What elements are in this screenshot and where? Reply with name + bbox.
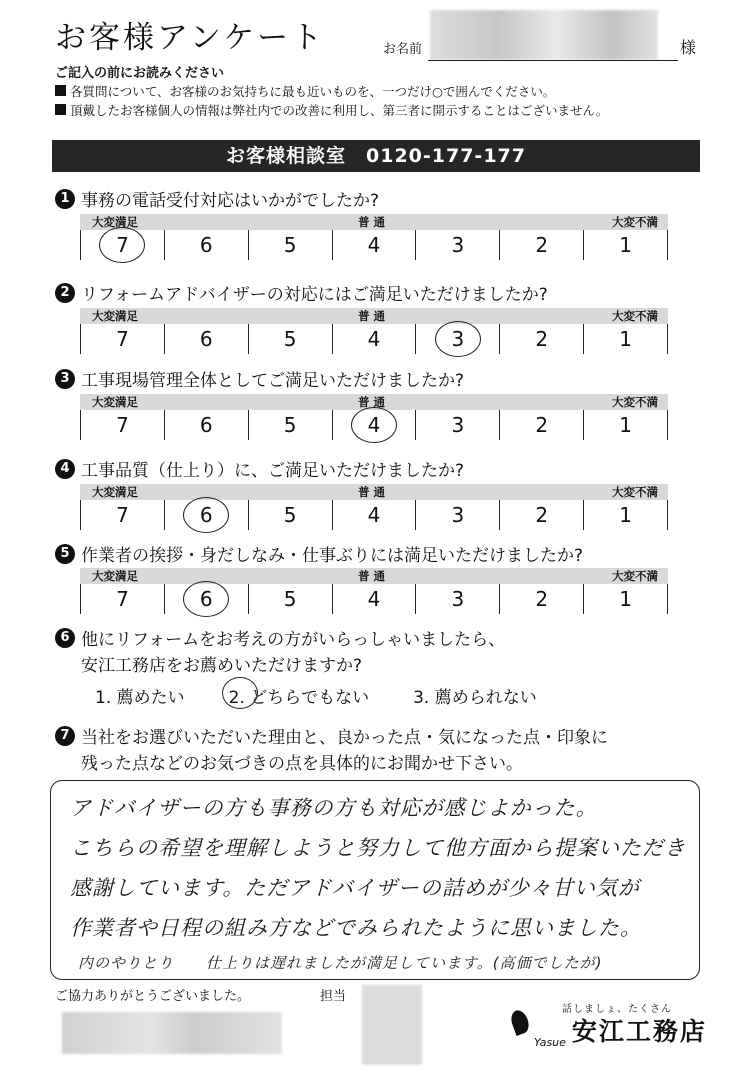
rating-option-6[interactable]: 6 [164, 410, 248, 440]
question-2 [55, 280, 548, 305]
rating-option-7[interactable]: 7 [80, 584, 164, 614]
question-number-icon: 3 [55, 369, 75, 389]
rating-option-2[interactable]: 2 [499, 584, 583, 614]
scale-label-neutral: 普 通 [358, 215, 386, 229]
option-recommend[interactable] [95, 683, 185, 708]
question-number-icon: 5 [55, 544, 75, 564]
rating-option-5[interactable]: 5 [248, 500, 332, 530]
rating-option-6[interactable]: 6 [164, 230, 248, 260]
rating-option-2[interactable]: 2 [499, 500, 583, 530]
rating-option-4[interactable]: 4 [332, 584, 416, 614]
option-not-recommend[interactable] [413, 683, 537, 708]
scale-label-neutral: 普 通 [358, 395, 386, 409]
note-text: 各質問について、お客様のお気持ちに最も近いものを、一つだけ○で囲んでください。 [70, 84, 556, 99]
rating-option-4[interactable]: 4 [332, 230, 416, 260]
rating-option-5[interactable]: 5 [248, 230, 332, 260]
intro-heading: ご記入の前にお読みください [55, 66, 225, 81]
rating-scale-1 [80, 214, 668, 264]
option-neutral[interactable] [229, 683, 369, 708]
rating-option-7[interactable]: 7 [80, 230, 164, 260]
staff-label: 担当 [320, 989, 347, 1004]
rating-option-4[interactable]: 4 [332, 324, 416, 354]
rating-option-7[interactable]: 7 [80, 324, 164, 354]
handwritten-line: 作業者や日程の組み方などでみられたように思いました。 [70, 916, 642, 940]
rating-option-1[interactable]: 1 [583, 324, 668, 354]
rating-option-6[interactable]: 6 [164, 500, 248, 530]
handwritten-line: こちらの希望を理解しようと努力して他方面から提案いただき [70, 836, 686, 860]
question-number-icon: 2 [55, 283, 75, 303]
note-item [55, 82, 555, 100]
note-text: 頂戴したお客様個人の情報は弊社内での改善に利用し、第三者に開示することはございません。 [70, 103, 609, 118]
question-5 [55, 541, 583, 566]
square-bullet-icon [55, 85, 66, 96]
staff-redacted [362, 985, 422, 1065]
rating-option-6[interactable]: 6 [164, 584, 248, 614]
scale-label-very-satisfied: 大変満足 [92, 215, 138, 229]
question-text: 事務の電話受付対応はいかがでしたか? [81, 191, 380, 211]
option-label: 2. どちらでもない [228, 688, 370, 708]
question-number-icon: 4 [55, 459, 75, 479]
option-label: 1. 薦めたい [95, 688, 185, 708]
answer-circle [222, 677, 258, 709]
rating-option-5[interactable]: 5 [248, 324, 332, 354]
name-field[interactable] [428, 60, 678, 61]
question-number-icon: 1 [55, 189, 75, 209]
scale-label-very-dissatisfied: 大変不満 [612, 215, 658, 229]
leaf-icon [508, 1008, 531, 1036]
scale-label-very-satisfied: 大変満足 [92, 569, 138, 583]
rating-option-7[interactable]: 7 [80, 500, 164, 530]
rating-scale-5 [80, 568, 668, 618]
question-number-icon: 7 [55, 726, 75, 746]
question-text: 当社をお選びいただいた理由と、良かった点・気になった点・印象に [81, 728, 608, 748]
question-3 [55, 366, 464, 391]
thank-you-text: ご協力ありがとうございました。 [55, 989, 251, 1004]
question-text: 作業者の挨拶・身だしなみ・仕事ぶりには満足いただけましたか? [81, 546, 584, 566]
scale-label-neutral: 普 通 [358, 485, 386, 499]
scale-label-very-satisfied: 大変満足 [92, 485, 138, 499]
rating-option-3[interactable]: 3 [415, 584, 499, 614]
company-slogan: 話しましょ、たくさん [562, 1004, 672, 1015]
handwritten-line: 内のやりとり 仕上りは遅れましたが満足しています。(高価でしたが) [78, 954, 603, 972]
rating-option-2[interactable]: 2 [499, 324, 583, 354]
rating-option-5[interactable]: 5 [248, 584, 332, 614]
rating-option-3[interactable]: 3 [415, 324, 499, 354]
question-text: 工事現場管理全体としてご満足いただけましたか? [81, 371, 465, 391]
rating-option-1[interactable]: 1 [583, 410, 668, 440]
rating-option-3[interactable]: 3 [415, 230, 499, 260]
recommend-options [95, 683, 581, 708]
scale-label-very-satisfied: 大変満足 [92, 395, 138, 409]
rating-option-4[interactable]: 4 [332, 410, 416, 440]
question-6 [55, 625, 505, 650]
question-7 [55, 723, 608, 748]
question-6-line2: 安江工務店をお薦めいただけますか? [81, 656, 363, 676]
handwritten-line: 感謝しています。ただアドバイザーの詰めが少々甘い気が [70, 876, 640, 900]
scale-label-very-dissatisfied: 大変不満 [612, 569, 658, 583]
rating-option-1[interactable]: 1 [583, 584, 668, 614]
scale-label-very-dissatisfied: 大変不満 [612, 309, 658, 323]
rating-option-7[interactable]: 7 [80, 410, 164, 440]
rating-option-2[interactable]: 2 [499, 230, 583, 260]
question-4 [55, 456, 464, 481]
signature-redacted [62, 1012, 282, 1054]
survey-title: お客様アンケート [55, 20, 326, 56]
scale-label-very-dissatisfied: 大変不満 [612, 395, 658, 409]
company-name: 安江工務店 [571, 1017, 707, 1046]
rating-option-3[interactable]: 3 [415, 500, 499, 530]
question-1 [55, 186, 379, 211]
rating-scale-2 [80, 308, 668, 358]
name-redacted [430, 10, 658, 60]
rating-scale-4 [80, 484, 668, 534]
scale-label-very-dissatisfied: 大変不満 [612, 485, 658, 499]
rating-option-3[interactable]: 3 [415, 410, 499, 440]
name-suffix: 様 [680, 38, 697, 57]
question-7-line2: 残った点などのお気づきの点を具体的にお聞かせ下さい。 [81, 754, 523, 774]
square-bullet-icon [55, 104, 66, 115]
name-label: お名前 [383, 42, 423, 57]
question-text: 他にリフォームをお考えの方がいらっしゃいましたら、 [81, 630, 506, 650]
scale-label-very-satisfied: 大変満足 [92, 309, 138, 323]
rating-option-5[interactable]: 5 [248, 410, 332, 440]
rating-option-1[interactable]: 1 [583, 230, 668, 260]
rating-scale-3 [80, 394, 668, 444]
scale-label-neutral: 普 通 [358, 569, 386, 583]
logo-wordmark: Yasue [534, 1036, 566, 1049]
rating-option-1[interactable]: 1 [583, 500, 668, 530]
note-item [55, 101, 608, 119]
question-text: 工事品質（仕上り）に、ご満足いただけましたか? [81, 461, 465, 481]
rating-option-2[interactable]: 2 [499, 410, 583, 440]
scale-label-neutral: 普 通 [358, 309, 386, 323]
option-label: 3. 薦められない [413, 688, 537, 708]
question-number-icon: 6 [55, 628, 75, 648]
consultation-banner: お客様相談室 0120-177-177 [52, 140, 700, 172]
handwritten-line: アドバイザーの方も事務の方も対応が感じよかった。 [70, 796, 598, 820]
rating-option-6[interactable]: 6 [164, 324, 248, 354]
rating-option-4[interactable]: 4 [332, 500, 416, 530]
question-text: リフォームアドバイザーの対応にはご満足いただけましたか? [81, 285, 548, 305]
company-logo [512, 1010, 707, 1048]
